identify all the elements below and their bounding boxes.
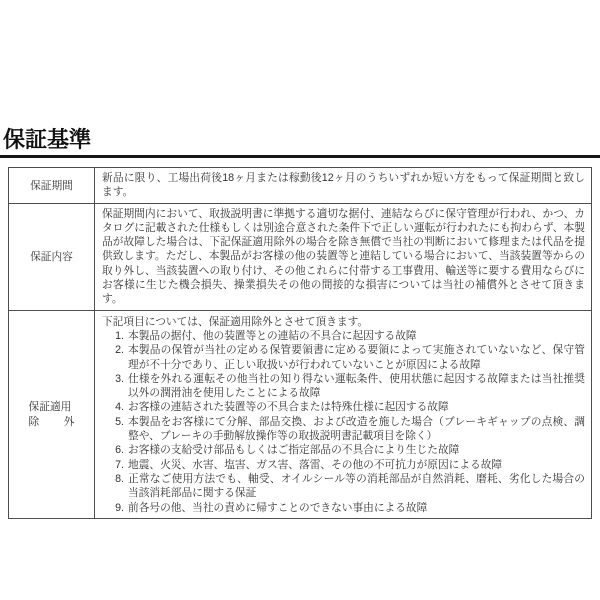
list-item-text: 仕様を外れる運転その他当社の知り得ない運転条件、使用状態に起因する故障または当社推奨以外の潤滑油を使用したことによる故障 [128,372,585,400]
warranty-table [8,167,592,519]
title-rule [0,155,600,158]
row-label-warranty-coverage: 保証内容 [9,203,95,310]
list-item-number: 2. [115,344,124,357]
exclusions-label [29,399,75,429]
exclusions-label-line2 [29,414,75,429]
list-item [102,458,585,472]
list-item-number: 6. [115,444,124,457]
list-item-number: 8. [115,472,124,485]
page-title: 保証基準 [3,127,92,152]
list-item-number: 3. [115,372,124,385]
list-item-number: 7. [115,458,124,471]
list-item-text: 正常なご使用方法でも、軸受、オイルシール等の消耗部品が自然消耗、磨耗、劣化した場合の当該消耗部品に関する保証 [128,472,585,500]
list-item-text: 地震、火災、水害、塩害、ガス害、落雷、その他の不可抗力が原因による故障 [128,458,503,471]
list-item [102,415,585,444]
table-row-warranty-coverage [9,203,592,310]
list-item-number: 4. [115,401,124,414]
row-label-warranty-period: 保証期間 [9,168,95,204]
list-item [102,400,585,414]
list-item-text: お客様の支給受け部品もしくはご指定部品の不具合により生じた故障 [128,444,460,457]
list-item-text: 本製品の保管が当社の定める保管要領書に定める要領によって実施されていないなど、保守管理が不十分であり、正しい取扱いが行われていないことが原因による故障 [128,344,585,371]
row-content-warranty-coverage: 保証期間内において、取扱説明書に準拠する適切な据付、連結ならびに保守管理が行われ、かつ、カタログに記載された仕様もしくは別途合意された条件下で正しい運転が行われたにも拘わらず、本製品が故障した場合は、下記保証適用除外の場合を除き無償で当社の判断において修理または代品を提供致します。ただし、本製品がお客様の他の装置等と連結している場合において、当該装置等からの取り外し、当該装置への取り付け、その他これらに付帯する工事費用、輸送等に要する費用ならびにお客様に生じた機会損失、操業損失その他の間接的な損害については当社の補償外とさせて頂きます。 [95,203,592,310]
table-row-warranty-period [9,168,592,204]
list-item [102,343,585,372]
list-item-text: お客様の連結された装置等の不具合または特殊仕様に起因する故障 [128,401,449,414]
list-item [102,501,585,515]
exclusions-label-line2-first: 除 [28,416,40,429]
list-item-number: 1. [115,329,124,342]
exclusions-label-line2-second: 外 [63,416,75,429]
list-item-number: 5. [115,415,124,428]
list-item [102,372,585,401]
row-content-warranty-exclusions [95,310,592,518]
list-item [102,472,585,501]
row-label-warranty-exclusions [9,310,95,518]
table-row-warranty-exclusions [9,310,592,518]
exclusions-intro: 下記項目については、保証適用除外とさせて頂きます。 [102,315,369,328]
list-item-text: 本製品をお客様にて分解、部品交換、および改造を施した場合（ブレーキギャップの点検、調整や、ブレーキの手動解放操作等の取扱説明書記載項目を除く） [128,415,585,443]
list-item-text: 本製品の据付、他の装置等との連結の不具合に起因する故障 [128,329,417,342]
row-content-warranty-period: 新品に限り、工場出荷後18ヶ月または稼動後12ヶ月のうちいずれか短い方をもって保証期間と致します。 [95,168,592,204]
exclusions-label-line1: 保証適用 [28,401,72,414]
list-item-number: 9. [115,501,124,514]
list-item [102,443,585,457]
list-item-text: 前各号の他、当社の責めに帰すことのできない事由による故障 [128,501,428,514]
list-item [102,329,585,343]
